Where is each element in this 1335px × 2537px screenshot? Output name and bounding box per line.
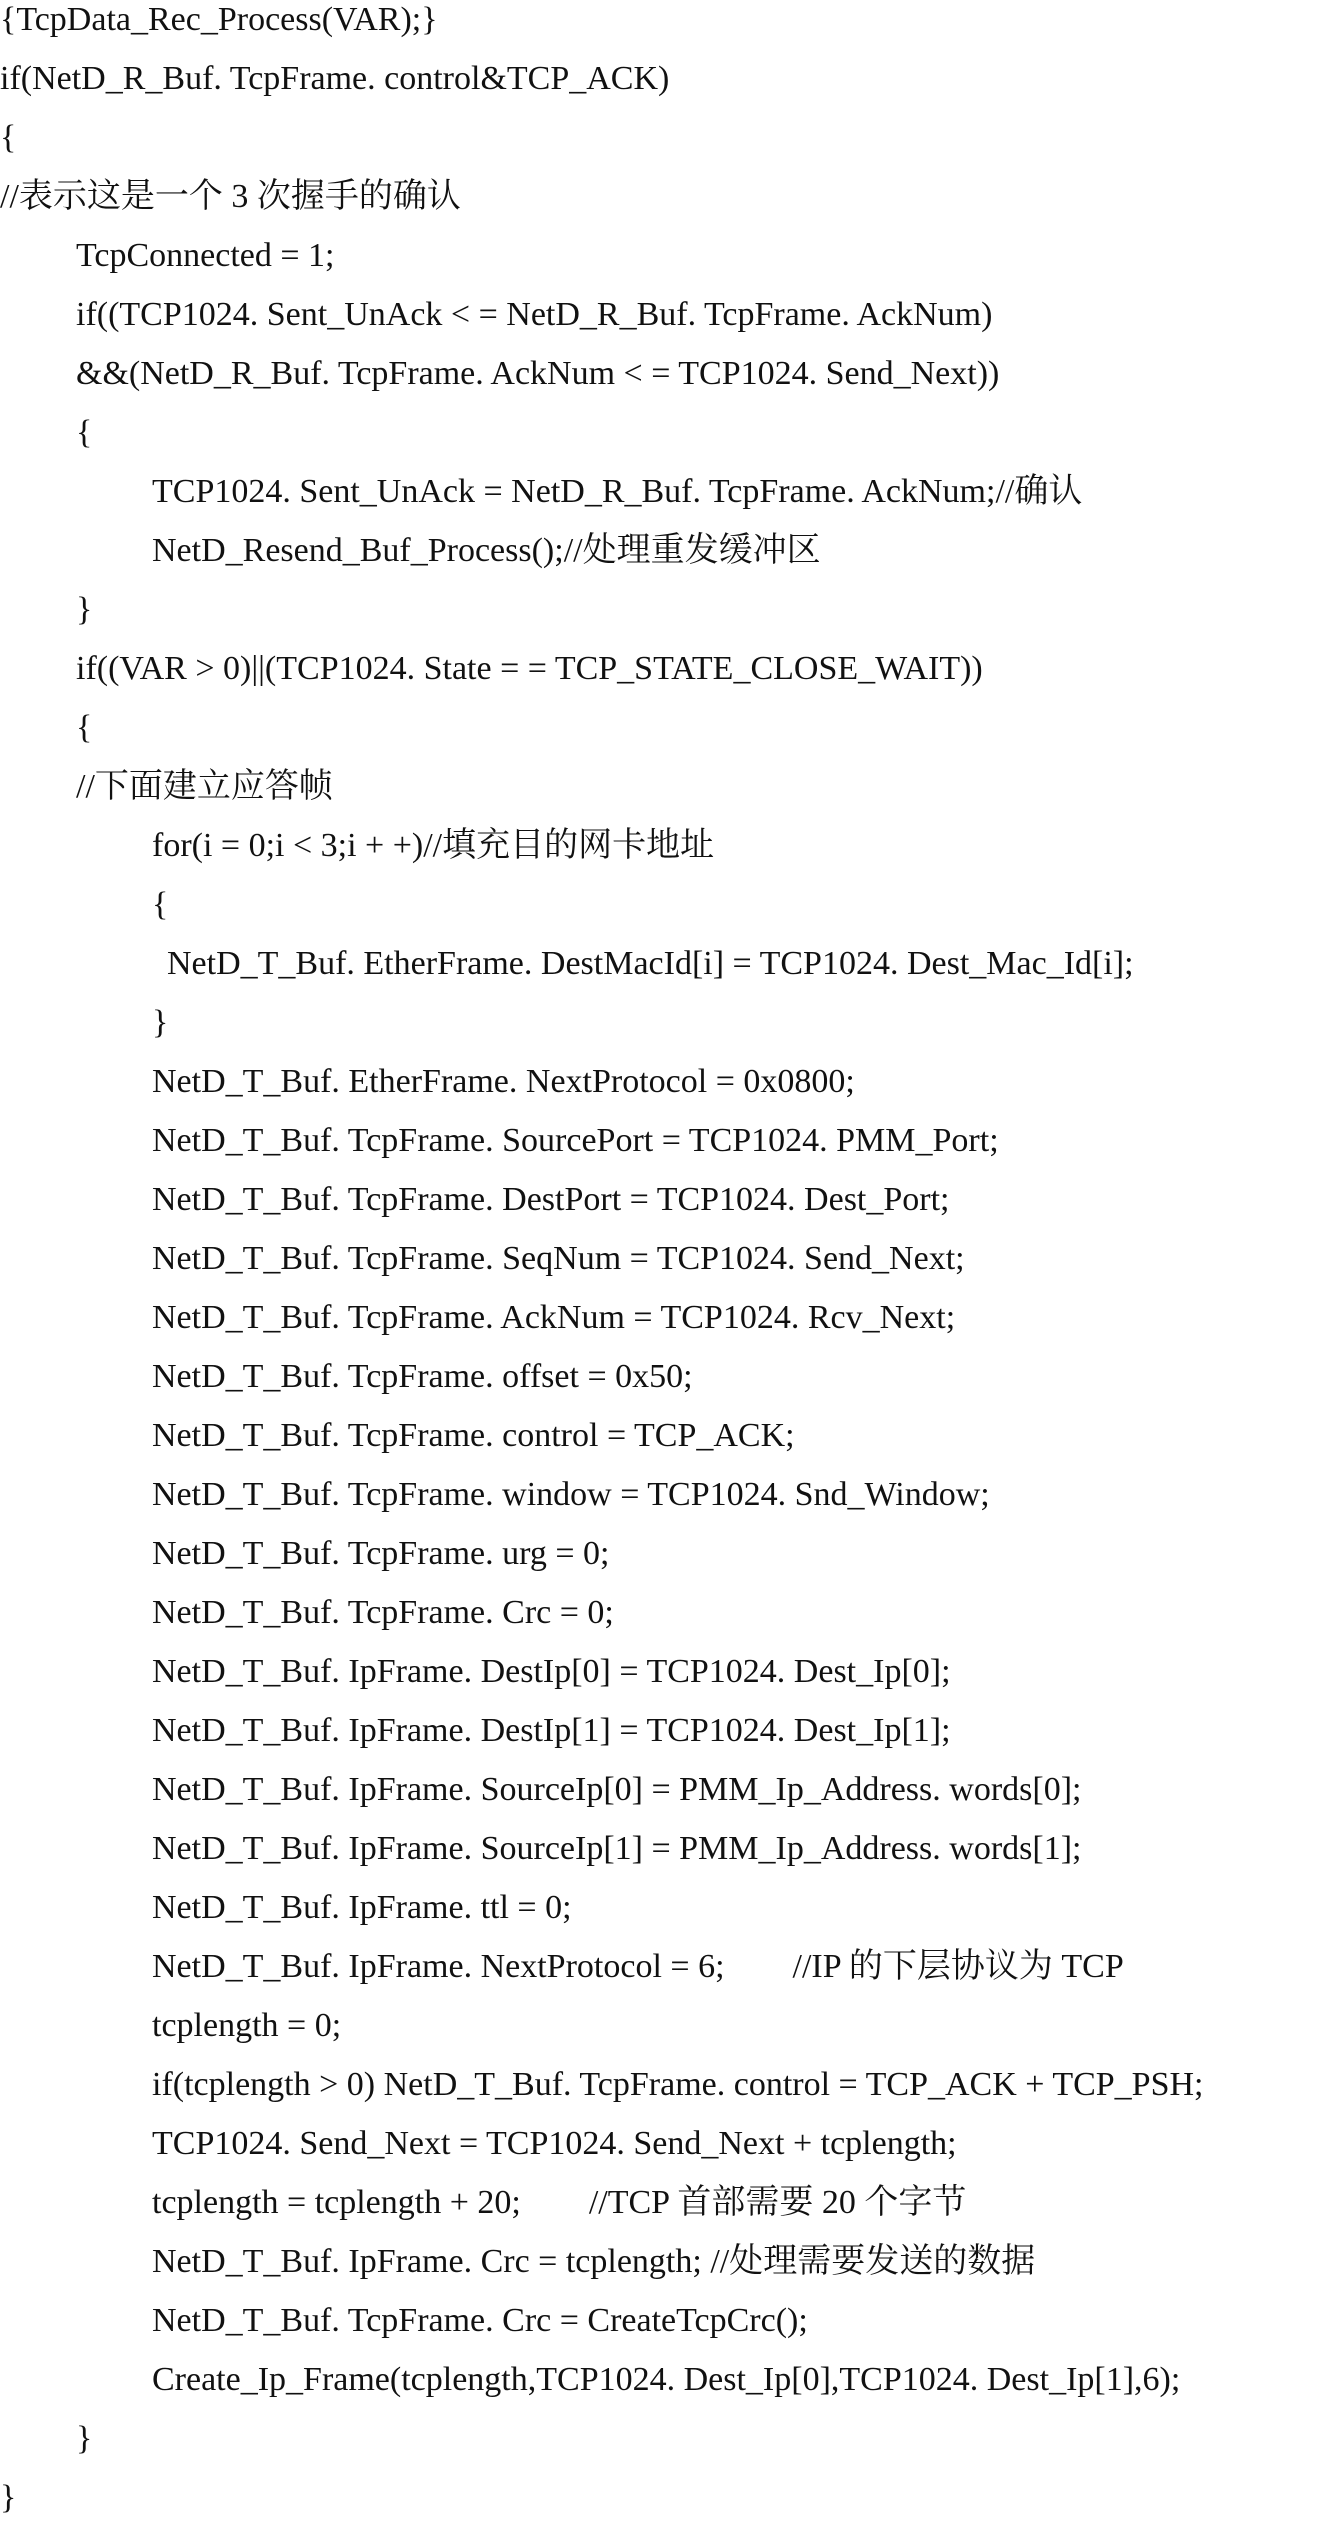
code-line: NetD_Resend_Buf_Process();//处理重发缓冲区 (152, 532, 821, 569)
code-line: } (152, 1004, 169, 1041)
code-line: { (76, 414, 93, 451)
code-line: NetD_T_Buf. IpFrame. Crc = tcplength; //处理需要发送的数据 (152, 2243, 1036, 2280)
code-line: } (0, 2479, 17, 2516)
code-line: TcpConnected = 1; (76, 237, 335, 274)
code-line: NetD_T_Buf. IpFrame. DestIp[1] = TCP1024. Dest_Ip[1]; (152, 1712, 951, 1749)
code-line: NetD_T_Buf. TcpFrame. AckNum = TCP1024. Rcv_Next; (152, 1299, 956, 1336)
code-line: TCP1024. Send_Next = TCP1024. Send_Next + tcplength; (152, 2125, 957, 2162)
code-line: NetD_T_Buf. TcpFrame. SeqNum = TCP1024. Send_Next; (152, 1240, 965, 1277)
code-line: NetD_T_Buf. EtherFrame. NextProtocol = 0x0800; (152, 1063, 855, 1100)
code-line: if((VAR > 0)||(TCP1024. State = = TCP_STATE_CLOSE_WAIT)) (76, 650, 983, 687)
code-line: { (76, 709, 93, 746)
code-line: NetD_T_Buf. TcpFrame. SourcePort = TCP1024. PMM_Port; (152, 1122, 999, 1159)
code-line: NetD_T_Buf. TcpFrame. control = TCP_ACK; (152, 1417, 795, 1454)
code-line: for(i = 0;i < 3;i + +)//填充目的网卡地址 (152, 827, 715, 864)
code-line: NetD_T_Buf. TcpFrame. window = TCP1024. Snd_Window; (152, 1476, 990, 1513)
code-line: TCP1024. Sent_UnAck = NetD_R_Buf. TcpFrame. AckNum;//确认 (152, 473, 1083, 510)
code-line: NetD_T_Buf. TcpFrame. offset = 0x50; (152, 1358, 693, 1395)
code-line: &&(NetD_R_Buf. TcpFrame. AckNum < = TCP1024. Send_Next)) (76, 355, 1000, 392)
code-line: tcplength = tcplength + 20; //TCP 首部需要 20 个字节 (152, 2184, 967, 2221)
code-line: NetD_T_Buf. TcpFrame. Crc = CreateTcpCrc(); (152, 2302, 808, 2339)
code-line: tcplength = 0; (152, 2007, 342, 2044)
code-line: NetD_T_Buf. TcpFrame. DestPort = TCP1024. Dest_Port; (152, 1181, 950, 1218)
code-line: if(NetD_R_Buf. TcpFrame. control&TCP_ACK) (0, 60, 670, 97)
code-line: //表示这是一个 3 次握手的确认 (0, 178, 461, 215)
code-line: NetD_T_Buf. IpFrame. SourceIp[1] = PMM_Ip_Address. words[1]; (152, 1830, 1082, 1867)
code-line: { (0, 119, 17, 156)
code-line: NetD_T_Buf. IpFrame. DestIp[0] = TCP1024. Dest_Ip[0]; (152, 1653, 951, 1690)
code-line: if((TCP1024. Sent_UnAck < = NetD_R_Buf. TcpFrame. AckNum) (76, 296, 993, 333)
code-line: { (152, 886, 169, 923)
code-line: if(tcplength > 0) NetD_T_Buf. TcpFrame. control = TCP_ACK + TCP_PSH; (152, 2066, 1204, 2103)
code-line: NetD_T_Buf. IpFrame. ttl = 0; (152, 1889, 572, 1926)
code-line: NetD_T_Buf. EtherFrame. DestMacId[i] = TCP1024. Dest_Mac_Id[i]; (167, 945, 1134, 982)
code-line: NetD_T_Buf. TcpFrame. Crc = 0; (152, 1594, 614, 1631)
code-line: } (76, 591, 93, 628)
code-line: NetD_T_Buf. IpFrame. SourceIp[0] = PMM_Ip_Address. words[0]; (152, 1771, 1082, 1808)
code-line: NetD_T_Buf. TcpFrame. urg = 0; (152, 1535, 610, 1572)
code-line: Create_Ip_Frame(tcplength,TCP1024. Dest_Ip[0],TCP1024. Dest_Ip[1],6); (152, 2361, 1181, 2398)
code-line: NetD_T_Buf. IpFrame. NextProtocol = 6; //IP 的下层协议为 TCP (152, 1948, 1124, 1985)
code-line: //下面建立应答帧 (76, 768, 333, 805)
code-line: {TcpData_Rec_Process(VAR);} (0, 1, 438, 38)
code-line: } (76, 2420, 93, 2457)
